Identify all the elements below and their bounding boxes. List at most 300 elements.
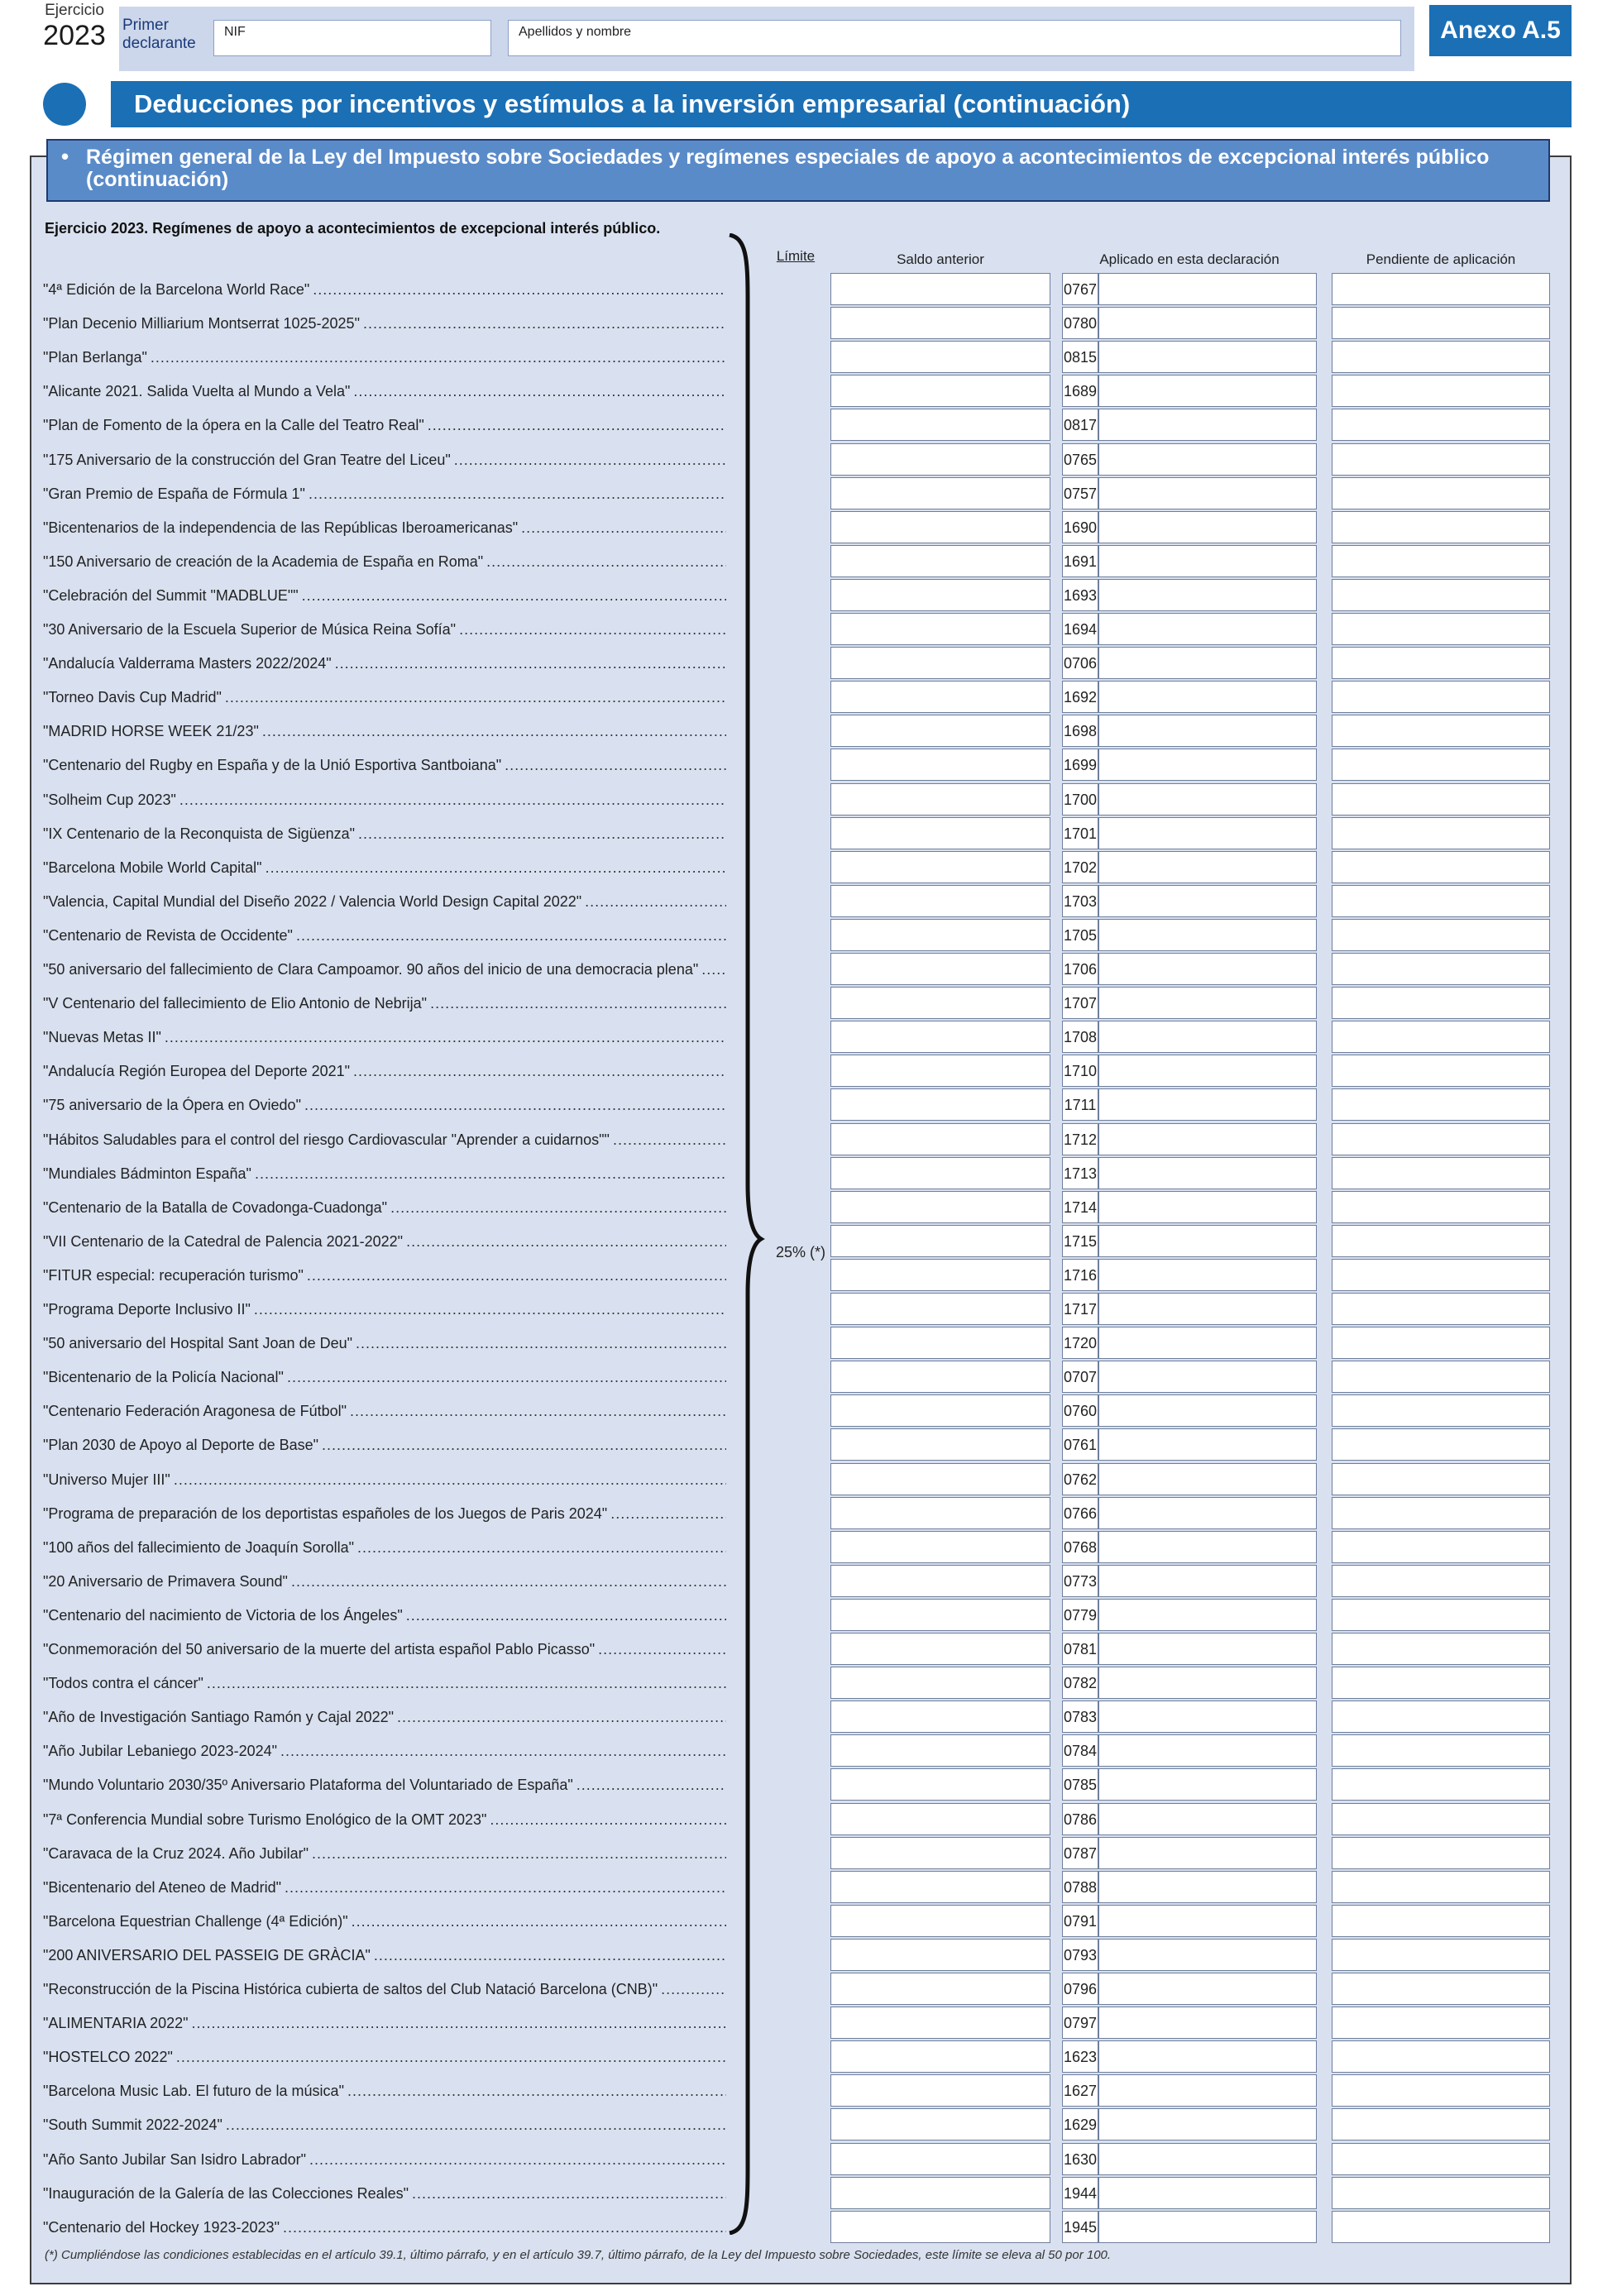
aplicado-field[interactable] [1098,2143,1317,2175]
aplicado-field[interactable] [1098,1361,1317,1393]
saldo-anterior-field[interactable] [830,1428,1050,1461]
nif-field[interactable] [213,20,491,56]
row-label [43,1267,726,1285]
aplicado-field[interactable] [1098,1088,1317,1121]
aplicado-field[interactable] [1098,477,1317,509]
aplicado-field[interactable] [1098,2211,1317,2243]
aplicado-field[interactable] [1098,1531,1317,1563]
aplicado-field[interactable] [1098,987,1317,1019]
pendiente-field[interactable] [1332,443,1550,476]
row-label-text: "Inauguración de la Galería de las Colecciones Reales" [43,2184,409,2202]
aplicado-field[interactable] [1098,511,1317,543]
box-code: 0785 [1062,1768,1098,1801]
row-label-text: "Bicentenario del Ateneo de Madrid" [43,1878,281,1896]
dot-leader [350,1403,726,1421]
table-row [0,307,1598,341]
box-code: 1623 [1062,2040,1098,2073]
aplicado-field[interactable] [1098,783,1317,816]
saldo-anterior-field[interactable] [830,1905,1050,1937]
row-label-text: "Mundo Voluntario 2030/35º Aniversario Plataforma del Voluntariado de España" [43,1777,573,1794]
aplicado-field[interactable] [1098,1055,1317,1087]
saldo-anterior-field[interactable] [830,1803,1050,1835]
aplicado-field[interactable] [1098,749,1317,781]
pendiente-field[interactable] [1332,511,1550,543]
aplicado-field[interactable] [1098,1497,1317,1529]
saldo-anterior-field[interactable] [830,579,1050,611]
aplicado-field[interactable] [1098,1734,1317,1767]
row-label-text: "VII Centenario de la Catedral de Palencia 2021-2022" [43,1232,404,1250]
saldo-anterior-field[interactable] [830,1734,1050,1767]
aplicado-field[interactable] [1098,647,1317,679]
aplicado-field[interactable] [1098,953,1317,985]
pendiente-field[interactable] [1332,273,1550,305]
row-label-text: "Año Santo Jubilar San Isidro Labrador" [43,2150,306,2168]
aplicado-field[interactable] [1098,885,1317,917]
aplicado-field[interactable] [1098,375,1317,407]
row-label [43,383,726,401]
row-label [43,723,726,741]
saldo-anterior-field[interactable] [830,851,1050,883]
saldo-anterior-field[interactable] [830,2108,1050,2141]
ejercicio-block [43,2,106,51]
aplicado-field[interactable] [1098,1123,1317,1155]
row-label-text: "Nuevas Metas II" [43,1029,161,1046]
saldo-anterior-field[interactable] [830,1939,1050,1971]
dot-leader [459,621,726,639]
pendiente-field[interactable] [1332,1428,1550,1461]
row-label [43,2117,726,2135]
saldo-anterior-field[interactable] [830,1599,1050,1631]
table-row [0,647,1598,681]
dot-leader [486,553,726,572]
box-code: 0779 [1062,1599,1098,1631]
box-code: 1712 [1062,1123,1098,1155]
pendiente-field[interactable] [1332,1327,1550,1359]
box-code: 1702 [1062,851,1098,883]
box-code: 1706 [1062,953,1098,985]
box-code: 0793 [1062,1939,1098,1971]
table-row [0,409,1598,442]
pendiente-field[interactable] [1332,2040,1550,2073]
dot-leader [287,1369,726,1387]
row-label-text: "Andalucía Región Europea del Deporte 2021" [43,1063,351,1080]
row-label-text: "30 Aniversario de la Escuela Superior de Música Reina Sofía" [43,621,457,638]
dot-leader [207,1675,726,1693]
pendiente-field[interactable] [1332,2177,1550,2209]
pendiente-field[interactable] [1332,749,1550,781]
nombre-label: Apellidos y nombre [519,25,632,39]
pendiente-field[interactable] [1332,2007,1550,2039]
dot-leader [353,1063,726,1081]
pendiente-field[interactable] [1332,1633,1550,1665]
saldo-anterior-field[interactable] [830,409,1050,441]
aplicado-field[interactable] [1098,1259,1317,1291]
aplicado-field[interactable] [1098,273,1317,305]
box-code: 1629 [1062,2108,1098,2141]
dot-leader [291,1573,726,1591]
table-row [0,919,1598,953]
aplicado-field[interactable] [1098,1871,1317,1903]
pendiente-field[interactable] [1332,1088,1550,1121]
box-code: 1698 [1062,715,1098,747]
table-row [0,477,1598,511]
saldo-anterior-field[interactable] [830,307,1050,339]
saldo-anterior-field[interactable] [830,1497,1050,1529]
box-code: 1693 [1062,579,1098,611]
saldo-anterior-field[interactable] [830,1088,1050,1121]
aplicado-field[interactable] [1098,1939,1317,1971]
row-label [43,1539,726,1557]
box-code: 1710 [1062,1055,1098,1087]
aplicado-field[interactable] [1098,579,1317,611]
aplicado-field[interactable] [1098,1225,1317,1257]
saldo-anterior-field[interactable] [830,885,1050,917]
bullet-icon: • [61,144,69,169]
row-label [43,553,726,572]
row-label [43,1879,726,1897]
row-label [43,1165,726,1184]
aplicado-field[interactable] [1098,1599,1317,1631]
box-code: 1703 [1062,885,1098,917]
saldo-anterior-field[interactable] [830,1021,1050,1053]
box-code: 0768 [1062,1531,1098,1563]
table-row [0,1394,1598,1428]
aplicado-field[interactable] [1098,2177,1317,2209]
aplicado-field[interactable] [1098,1700,1317,1733]
pendiente-field[interactable] [1332,715,1550,747]
box-code: 1707 [1062,987,1098,1019]
pendiente-field[interactable] [1332,1905,1550,1937]
pendiente-field[interactable] [1332,477,1550,509]
row-label-text: "HOSTELCO 2022" [43,2049,173,2066]
saldo-anterior-field[interactable] [830,1871,1050,1903]
row-label [43,1029,726,1047]
primer-declarante-label: Primer declarante [122,17,196,52]
pendiente-field[interactable] [1332,987,1550,1019]
aplicado-field[interactable] [1098,1973,1317,2005]
aplicado-field[interactable] [1098,545,1317,577]
pendiente-field[interactable] [1332,1939,1550,1971]
limit-value: 25% (*) [776,1244,826,1260]
saldo-anterior-field[interactable] [830,1667,1050,1699]
aplicado-field[interactable] [1098,2074,1317,2107]
aplicado-field[interactable] [1098,1905,1317,1937]
pendiente-field[interactable] [1332,2108,1550,2141]
aplicado-field[interactable] [1098,1327,1317,1359]
saldo-anterior-field[interactable] [830,1531,1050,1563]
pendiente-field[interactable] [1332,1768,1550,1801]
aplicado-field[interactable] [1098,851,1317,883]
aplicado-field[interactable] [1098,1633,1317,1665]
dot-leader [192,2015,726,2033]
pendiente-field[interactable] [1332,919,1550,951]
dot-leader [151,349,726,367]
row-label-text: "Universo Mujer III" [43,1471,170,1488]
aplicado-field[interactable] [1098,681,1317,713]
pendiente-field[interactable] [1332,1871,1550,1903]
box-code: 1691 [1062,545,1098,577]
saldo-anterior-field[interactable] [830,2143,1050,2175]
table-row [0,1259,1598,1293]
pendiente-field[interactable] [1332,1565,1550,1597]
saldo-anterior-field[interactable] [830,1768,1050,1801]
pendiente-field[interactable] [1332,1157,1550,1189]
pendiente-field[interactable] [1332,2211,1550,2243]
saldo-anterior-field[interactable] [830,2074,1050,2107]
pendiente-field[interactable] [1332,2074,1550,2107]
pendiente-field[interactable] [1332,1667,1550,1699]
box-code: 1945 [1062,2211,1098,2243]
pendiente-field[interactable] [1332,953,1550,985]
box-code: 1689 [1062,375,1098,407]
saldo-anterior-field[interactable] [830,2177,1050,2209]
pendiente-field[interactable] [1332,579,1550,611]
pendiente-field[interactable] [1332,1463,1550,1495]
row-label [43,1097,726,1115]
pendiente-field[interactable] [1332,885,1550,917]
row-label-text: "FITUR especial: recuperación turismo" [43,1266,304,1284]
pendiente-field[interactable] [1332,307,1550,339]
table-row [0,2040,1598,2074]
nombre-field[interactable] [508,20,1401,56]
saldo-anterior-field[interactable] [830,1565,1050,1597]
aplicado-field[interactable] [1098,1667,1317,1699]
pendiente-field[interactable] [1332,1394,1550,1427]
aplicado-field[interactable] [1098,1463,1317,1495]
aplicado-field[interactable] [1098,2007,1317,2039]
aplicado-field[interactable] [1098,1428,1317,1461]
aplicado-field[interactable] [1098,613,1317,645]
row-label-text: "Plan 2030 de Apoyo al Deporte de Base" [43,1437,319,1454]
saldo-anterior-field[interactable] [830,613,1050,645]
box-code: 0767 [1062,273,1098,305]
aplicado-field[interactable] [1098,2040,1317,2073]
saldo-anterior-field[interactable] [830,443,1050,476]
pendiente-field[interactable] [1332,817,1550,849]
aplicado-field[interactable] [1098,1394,1317,1427]
table-row [0,443,1598,477]
row-label-text: "Reconstrucción de la Piscina Histórica cubierta de saltos del Club Natació Barcelona (CNB)" [43,1981,658,1997]
saldo-anterior-field[interactable] [830,1973,1050,2005]
saldo-anterior-field[interactable] [830,1123,1050,1155]
row-label-text: "Plan de Fomento de la ópera en la Calle del Teatro Real" [43,417,424,434]
pendiente-field[interactable] [1332,409,1550,441]
aplicado-field[interactable] [1098,443,1317,476]
saldo-anterior-field[interactable] [830,2040,1050,2073]
row-label-text: "200 ANIVERSARIO DEL PASSEIG DE GRÀCIA" [43,1946,371,1964]
pendiente-field[interactable] [1332,1123,1550,1155]
dot-leader [322,1437,726,1455]
dot-leader [353,383,726,401]
row-label-text: "Bicentenarios de la independencia de las Repúblicas Iberoamericanas" [43,519,519,536]
pendiente-field[interactable] [1332,2143,1550,2175]
pendiente-field[interactable] [1332,1055,1550,1087]
pendiente-field[interactable] [1332,545,1550,577]
box-code: 1711 [1062,1088,1098,1121]
table-row [0,375,1598,409]
row-label-text: "MADRID HORSE WEEK 21/23" [43,723,259,740]
table-row [0,579,1598,613]
pendiente-field[interactable] [1332,1497,1550,1529]
row-label-text: "Celebración del Summit "MADBLUE"" [43,586,299,604]
aplicado-field[interactable] [1098,817,1317,849]
saldo-anterior-field[interactable] [830,2007,1050,2039]
dot-leader [285,1879,726,1897]
box-code: 0784 [1062,1734,1098,1767]
box-code: 0766 [1062,1497,1098,1529]
saldo-anterior-field[interactable] [830,477,1050,509]
box-code: 1944 [1062,2177,1098,2209]
col-header-limite: Límite [776,248,816,264]
row-label [43,519,726,538]
saldo-anterior-field[interactable] [830,1157,1050,1189]
saldo-anterior-field[interactable] [830,647,1050,679]
pendiente-field[interactable] [1332,647,1550,679]
row-label-text: "IX Centenario de la Reconquista de Sigüenza" [43,825,356,842]
aplicado-field[interactable] [1098,2108,1317,2141]
row-label [43,1301,726,1319]
box-code: 0761 [1062,1428,1098,1461]
table-row [0,1565,1598,1599]
pendiente-field[interactable] [1332,1021,1550,1053]
row-label-text: "Centenario de Revista de Occidente" [43,926,293,944]
pendiente-field[interactable] [1332,375,1550,407]
saldo-anterior-field[interactable] [830,341,1050,373]
saldo-anterior-field[interactable] [830,511,1050,543]
aplicado-field[interactable] [1098,409,1317,441]
pendiente-field[interactable] [1332,681,1550,713]
box-code: 1690 [1062,511,1098,543]
table-row [0,1905,1598,1939]
pendiente-field[interactable] [1332,851,1550,883]
saldo-anterior-field[interactable] [830,2211,1050,2243]
row-label [43,621,726,639]
pendiente-field[interactable] [1332,1191,1550,1223]
pendiente-field[interactable] [1332,1700,1550,1733]
pendiente-field[interactable] [1332,1973,1550,2005]
saldo-anterior-field[interactable] [830,1633,1050,1665]
row-label [43,927,726,945]
row-label [43,417,726,435]
pendiente-field[interactable] [1332,1531,1550,1563]
aplicado-field[interactable] [1098,341,1317,373]
saldo-anterior-field[interactable] [830,273,1050,305]
row-label [43,859,726,878]
aplicado-field[interactable] [1098,1157,1317,1189]
saldo-anterior-field[interactable] [830,817,1050,849]
row-label [43,486,726,504]
saldo-anterior-field[interactable] [830,1361,1050,1393]
row-label [43,1335,726,1353]
aplicado-field[interactable] [1098,307,1317,339]
saldo-anterior-field[interactable] [830,953,1050,985]
pendiente-field[interactable] [1332,341,1550,373]
dot-leader [347,2083,726,2101]
box-code: 0762 [1062,1463,1098,1495]
row-label-text: "Programa de preparación de los deportistas españoles de los Juegos de Paris 2024" [43,1504,608,1522]
row-label [43,1913,726,1931]
box-code: 1715 [1062,1225,1098,1257]
box-code: 1713 [1062,1157,1098,1189]
aplicado-field[interactable] [1098,919,1317,951]
pendiente-field[interactable] [1332,1259,1550,1291]
saldo-anterior-field[interactable] [830,1837,1050,1869]
pendiente-field[interactable] [1332,783,1550,816]
table-row [0,1497,1598,1531]
saldo-anterior-field[interactable] [830,375,1050,407]
saldo-anterior-field[interactable] [830,545,1050,577]
row-label-text: "Programa Deporte Inclusivo II" [43,1301,251,1318]
pendiente-field[interactable] [1332,1803,1550,1835]
row-label-text: "150 Aniversario de creación de la Academia de España en Roma" [43,552,484,570]
saldo-anterior-field[interactable] [830,1463,1050,1495]
saldo-anterior-field[interactable] [830,987,1050,1019]
table-row [0,545,1598,579]
row-label-text: "Andalucía Valderrama Masters 2022/2024" [43,655,332,672]
aplicado-field[interactable] [1098,1565,1317,1597]
pendiente-field[interactable] [1332,1599,1550,1631]
row-label [43,1777,726,1795]
row-label-text: "75 aniversario de la Ópera en Oviedo" [43,1097,301,1114]
dot-leader [165,1029,726,1047]
aplicado-field[interactable] [1098,1191,1317,1223]
pendiente-field[interactable] [1332,1225,1550,1257]
pendiente-field[interactable] [1332,1293,1550,1325]
saldo-anterior-field[interactable] [830,1293,1050,1325]
pendiente-field[interactable] [1332,1361,1550,1393]
dot-leader [226,2117,726,2135]
dot-leader [356,1335,726,1353]
dot-leader [406,1233,726,1251]
aplicado-field[interactable] [1098,715,1317,747]
aplicado-field[interactable] [1098,1293,1317,1325]
pendiente-field[interactable] [1332,1734,1550,1767]
row-label-text: "Mundiales Bádminton España" [43,1165,251,1182]
saldo-anterior-field[interactable] [830,1327,1050,1359]
saldo-anterior-field[interactable] [830,1259,1050,1291]
saldo-anterior-field[interactable] [830,1225,1050,1257]
aplicado-field[interactable] [1098,1768,1317,1801]
aplicado-field[interactable] [1098,1021,1317,1053]
box-code: 0782 [1062,1667,1098,1699]
box-code: 1627 [1062,2074,1098,2107]
pendiente-field[interactable] [1332,1837,1550,1869]
box-code: 0796 [1062,1973,1098,2005]
row-label [43,1063,726,1081]
row-label-text: "Plan Decenio Milliarium Montserrat 1025-2025" [43,315,360,332]
saldo-anterior-field[interactable] [830,1055,1050,1087]
table-row [0,953,1598,987]
saldo-anterior-field[interactable] [830,919,1050,951]
saldo-anterior-field[interactable] [830,715,1050,747]
saldo-anterior-field[interactable] [830,1191,1050,1223]
saldo-anterior-field[interactable] [830,749,1050,781]
pendiente-field[interactable] [1332,613,1550,645]
dot-leader [521,519,726,538]
saldo-anterior-field[interactable] [830,1394,1050,1427]
subsection-title: Régimen general de la Ley del Impuesto sobre Sociedades y regímenes especiales de apoyo a acontecimientos de excepcional interés público (continuación) [86,146,1490,191]
aplicado-field[interactable] [1098,1837,1317,1869]
saldo-anterior-field[interactable] [830,1700,1050,1733]
saldo-anterior-field[interactable] [830,681,1050,713]
aplicado-field[interactable] [1098,1803,1317,1835]
table-row [0,1021,1598,1055]
dot-leader [428,417,726,435]
saldo-anterior-field[interactable] [830,783,1050,816]
dot-leader [302,587,726,605]
row-label-text: "175 Aniversario de la construcción del Gran Teatre del Liceu" [43,451,451,468]
table-row [0,2143,1598,2177]
